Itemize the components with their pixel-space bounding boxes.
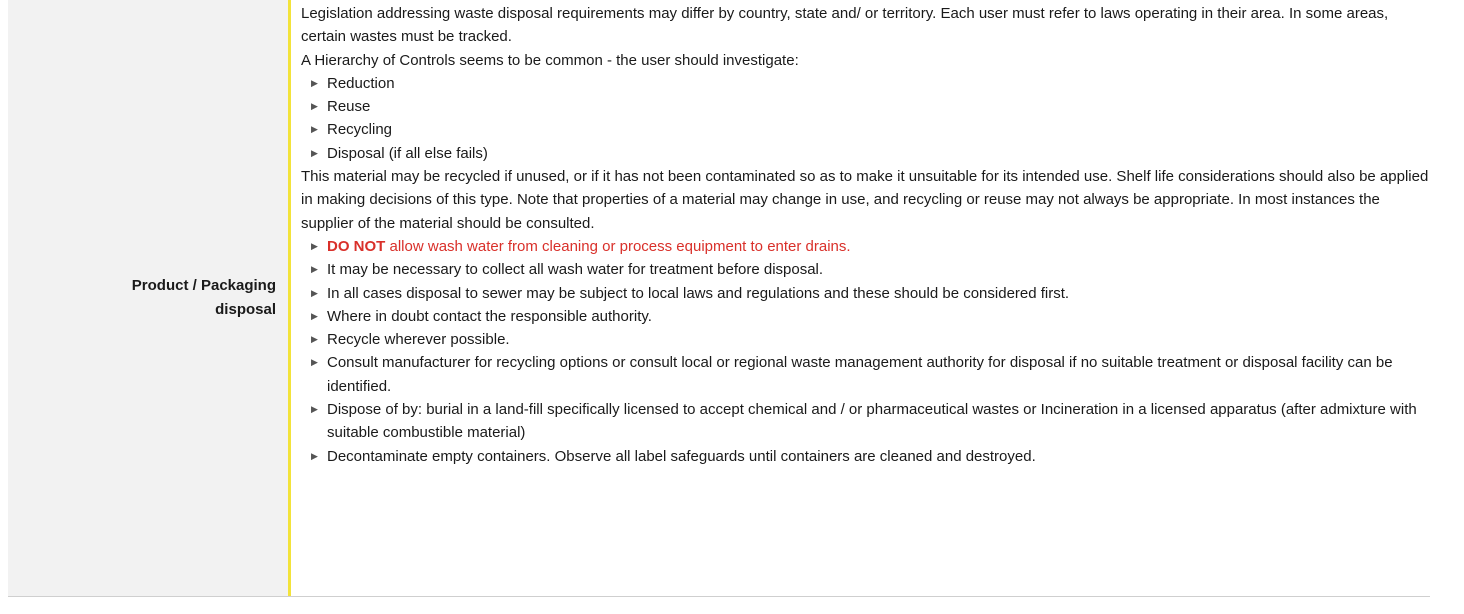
triangle-right-icon: ▶ (311, 404, 318, 415)
triangle-right-icon: ▶ (311, 124, 318, 135)
list-item-text: In all cases disposal to sewer may be subject to local laws and regulations and these should be considered first. (327, 284, 1070, 302)
section-label-cell (8, 0, 288, 596)
triangle-right-icon: ▶ (311, 310, 318, 321)
list-item-text: Reuse (327, 98, 371, 116)
list-item (311, 445, 1430, 468)
list-item (311, 351, 1430, 398)
list-item-text: Decontaminate empty containers. Observe all label safeguards until containers are cleaned and destroyed. (327, 447, 1036, 465)
triangle-right-icon: ▶ (311, 264, 318, 275)
list-item (311, 142, 1430, 165)
triangle-right-icon: ▶ (311, 357, 318, 368)
list-item-text: Consult manufacturer for recycling options or consult local or regional waste management authority for disposal if no suitable treatment or disposal facility can be identified. (327, 354, 1393, 395)
triangle-right-icon: ▶ (311, 101, 318, 112)
list-item-text: Dispose of by: burial in a land-fill specifically licensed to accept chemical and / or pharmaceutical wastes or Incineration in a licensed apparatus (after admixture with suitable combustible material) (327, 401, 1417, 442)
list-item-text: It may be necessary to collect all wash water for treatment before disposal. (327, 261, 824, 279)
list-item-text: Where in doubt contact the responsible authority. (327, 307, 652, 325)
triangle-right-icon: ▶ (311, 240, 318, 251)
disposal-section-row (8, 0, 1430, 597)
list-item (311, 398, 1430, 445)
hierarchy-list (301, 72, 1430, 165)
triangle-right-icon: ▶ (311, 147, 318, 158)
triangle-right-icon: ▶ (311, 334, 318, 345)
list-item-text: Recycle wherever possible. (327, 331, 510, 349)
list-item (311, 72, 1430, 95)
list-item (311, 328, 1430, 351)
list-item-text: Reduction (327, 74, 395, 92)
triangle-right-icon: ▶ (311, 450, 318, 461)
warning-strong: DO NOT (327, 237, 386, 255)
warning-text: allow wash water from cleaning or process equipment to enter drains. (385, 237, 851, 255)
section-label-line2: disposal (215, 301, 276, 318)
disposal-list (301, 235, 1430, 468)
list-item-text: Recycling (327, 121, 393, 139)
section-label-line1: Product / Packaging (131, 277, 276, 294)
triangle-right-icon: ▶ (311, 287, 318, 298)
list-item (311, 118, 1430, 141)
warning-item (311, 235, 1430, 258)
hierarchy-intro: A Hierarchy of Controls seems to be common - the user should investigate: (301, 51, 799, 69)
recycle-paragraph: This material may be recycled if unused, or if it has not been contaminated so as to make it unsuitable for its intended use. Shelf life considerations should also be applied in making decisions of this type. Note that properties of a material may change in use, and recycling or reuse may not always be appropriate. In most instances the supplier of the material should be consulted. (301, 168, 1429, 232)
list-item (311, 258, 1430, 281)
section-content (291, 0, 1430, 596)
section-label (132, 274, 276, 322)
list-item (311, 282, 1430, 305)
intro-paragraph: Legislation addressing waste disposal requirements may differ by country, state and/ or territory. Each user must refer to laws operating in their area. In some areas, certain wastes must be tracked. (301, 5, 1389, 46)
triangle-right-icon: ▶ (311, 77, 318, 88)
list-item (311, 95, 1430, 118)
list-item (311, 305, 1430, 328)
list-item-text: Disposal (if all else fails) (327, 144, 488, 162)
